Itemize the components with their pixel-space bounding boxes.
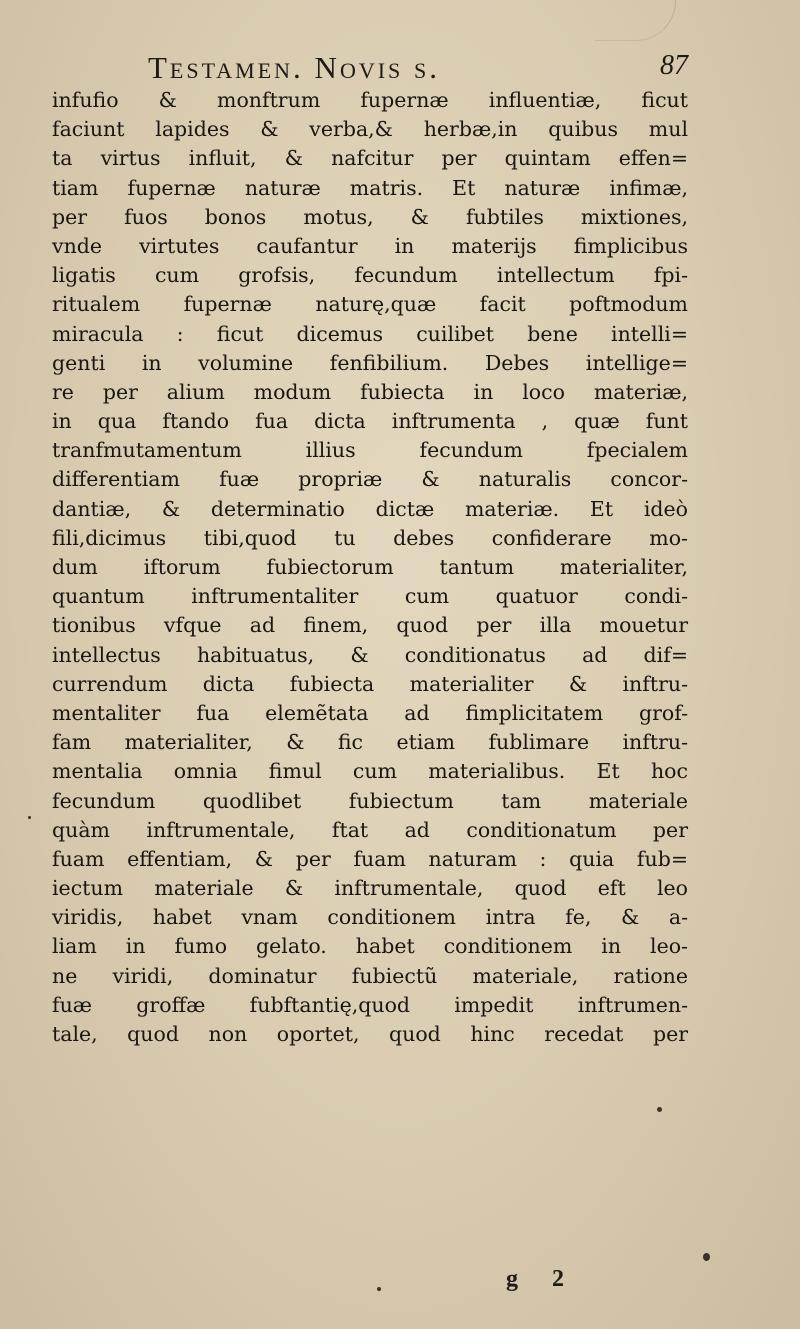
- text-line: liam in fumo gelato. habet conditionem in leo-: [52, 934, 688, 959]
- page-number: 87: [660, 50, 688, 81]
- text-line: fuam effentiam, & per fuam naturam : quia fub=: [52, 846, 688, 871]
- text-line: quàm inftrumentale, ftat ad conditionatum per: [52, 817, 688, 842]
- text-line: tale, quod non oportet, quod hinc recedat per: [52, 1022, 688, 1046]
- ink-speck: [28, 816, 31, 819]
- text-line: faciunt lapides & verba,& herbæ,in quibus mul: [52, 117, 688, 142]
- running-title: Testamen. Novis s.: [148, 50, 441, 85]
- text-line: fuæ groffæ fubftantię,quod impedit inftrumen-: [52, 992, 688, 1017]
- text-line: viridis, habet vnam conditionem intra fe, & a-: [52, 905, 688, 930]
- body-text: [52, 86, 688, 1246]
- text-line: dum iftorum fubiectorum tantum materialiter,: [52, 555, 688, 579]
- text-line: fecundum quodlibet fubiectum tam materiale: [52, 788, 688, 813]
- text-line: per fuos bonos motus, & fubtiles mixtiones,: [52, 204, 688, 229]
- text-line: currendum dicta fubiecta materialiter & inftru-: [52, 671, 688, 696]
- text-line: fili,dicimus tibi,quod tu debes confiderare mo-: [52, 525, 688, 550]
- text-line: vnde virtutes caufantur in materijs fimplicibus: [52, 233, 688, 258]
- text-line: infufio & monftrum fupernæ influentiæ, ficut: [52, 88, 688, 112]
- text-line: ritualem fupernæ naturę,quæ facit poftmodum: [52, 292, 688, 317]
- text-line: re per alium modum fubiecta in loco materiæ,: [52, 379, 688, 404]
- text-line: intellectus habituatus, & conditionatus ad dif=: [52, 642, 688, 667]
- text-line: in qua ftando fua dicta inftrumenta , quæ funt: [52, 409, 688, 434]
- running-head: [148, 50, 688, 90]
- text-line: ne viridi, dominatur fubiectũ materiale, ratione: [52, 963, 688, 988]
- text-line: tranfmutamentum illius fecundum fpecialem: [52, 438, 688, 463]
- text-line: fam materialiter, & fic etiam fublimare inftru-: [52, 730, 688, 755]
- text-line: quantum inftrumentaliter cum quatuor condi-: [52, 584, 688, 609]
- text-line: miracula : ficut dicemus cuilibet bene intelli=: [52, 321, 688, 346]
- text-line: dantiæ, & determinatio dictæ materiæ. Et ideò: [52, 496, 688, 521]
- paper-fold-mark: [595, 0, 676, 41]
- ink-speck: [703, 1253, 710, 1261]
- text-line: mentalia omnia fimul cum materialibus. Et hoc: [52, 759, 688, 784]
- ink-speck: [657, 1107, 662, 1112]
- text-line: differentiam fuæ propriæ & naturalis concor-: [52, 467, 688, 492]
- text-line: ta virtus influit, & nafcitur per quintam effen=: [52, 146, 688, 171]
- signature-mark: g 2: [506, 1266, 578, 1292]
- text-line: iectum materiale & inftrumentale, quod eft leo: [52, 876, 688, 901]
- text-line: tiam fupernæ naturæ matris. Et naturæ infimæ,: [52, 175, 688, 200]
- text-line: ligatis cum grofsis, fecundum intellectum fpi-: [52, 263, 688, 288]
- text-line: tionibus vfque ad finem, quod per illa mouetur: [52, 613, 688, 638]
- text-line: genti in volumine fenfibilium. Debes intellige=: [52, 350, 688, 375]
- text-line: mentaliter fua elemẽtata ad fimplicitatem grof-: [52, 700, 688, 725]
- ink-speck: [377, 1287, 381, 1291]
